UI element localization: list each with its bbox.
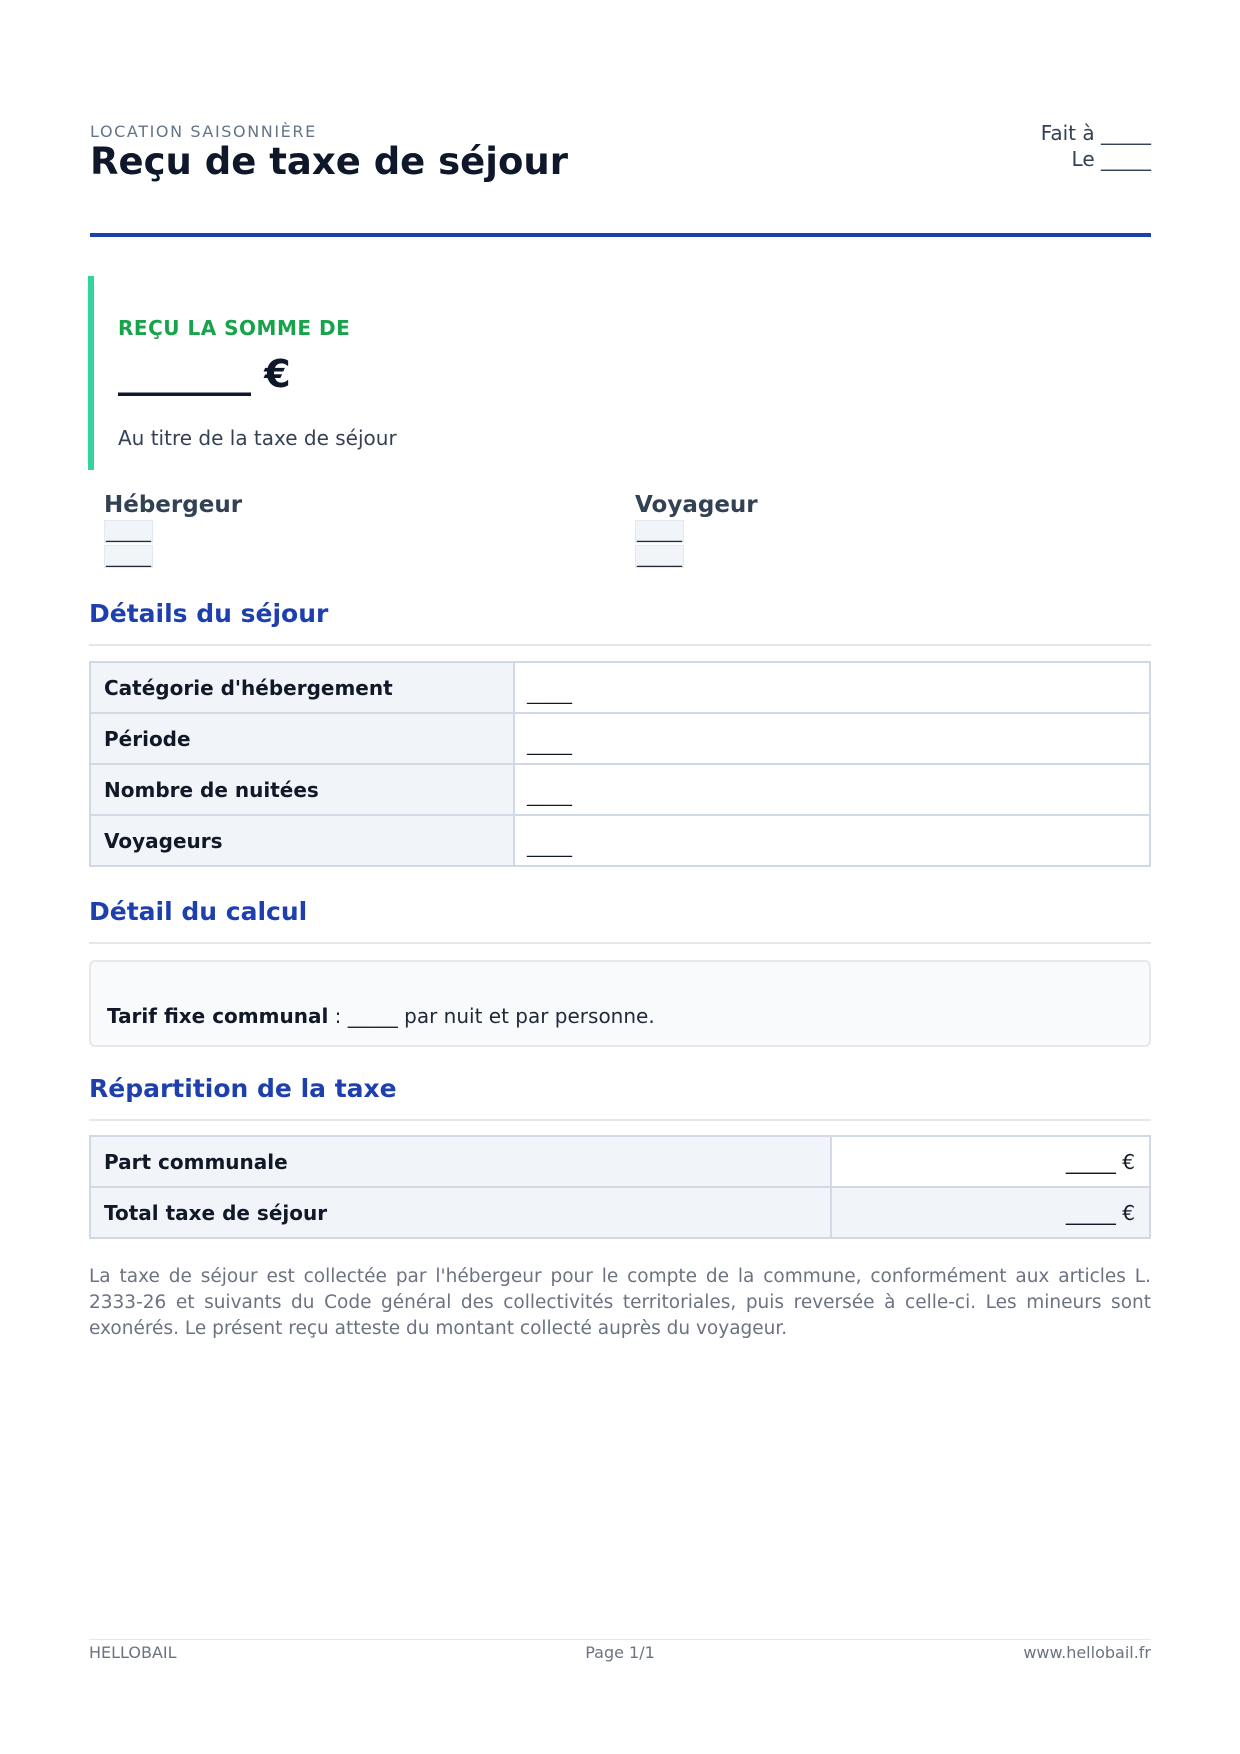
- row-label: Catégorie d'hébergement: [90, 662, 514, 713]
- guest-block: [635, 492, 1035, 568]
- calculation-box: [89, 960, 1151, 1047]
- table-row: [90, 815, 1150, 866]
- document-header: [90, 118, 1151, 238]
- table-row: [90, 662, 1150, 713]
- row-value[interactable]: _____: [514, 815, 1150, 866]
- amount-received-box: [88, 276, 788, 470]
- footer-page-number: Page 1/1: [585, 1643, 655, 1662]
- date-field: Le _____: [1071, 147, 1151, 171]
- host-address-field[interactable]: _____: [106, 547, 151, 568]
- calculation-divider: [89, 942, 1151, 944]
- header-divider: [90, 233, 1151, 237]
- host-block: [104, 492, 504, 568]
- footer-website[interactable]: www.hellobail.fr: [1023, 1643, 1151, 1662]
- document-category: LOCATION SAISONNIÈRE: [90, 122, 317, 141]
- amount-label: REÇU LA SOMME DE: [118, 316, 351, 340]
- row-label: Période: [90, 713, 514, 764]
- host-title: Hébergeur: [104, 492, 243, 518]
- footer-brand: HELLOBAIL: [89, 1643, 177, 1662]
- breakdown-divider: [89, 1119, 1151, 1121]
- rate-label: Tarif fixe communal: [107, 1004, 329, 1028]
- row-value[interactable]: _____ €: [831, 1136, 1150, 1187]
- document-title: Reçu de taxe de séjour: [90, 140, 568, 183]
- table-row: [90, 713, 1150, 764]
- place-date-block: [1041, 120, 1151, 172]
- rate-line: [107, 1004, 655, 1028]
- legal-notice: La taxe de séjour est collectée par l'hébergeur pour le compte de la commune, conformément aux articles L. 2333-26 et suivants du Code général des collectivités territoriales, puis reversée à celle-ci. Les mineurs sont exonérés. Le présent reçu atteste du montant collecté auprès du voyageur.: [89, 1266, 1151, 1339]
- stay-details-table: [89, 661, 1151, 867]
- footer-divider: [89, 1639, 1151, 1640]
- row-value[interactable]: _____: [514, 662, 1150, 713]
- rate-text: : _____ par nuit et par personne.: [328, 1004, 655, 1028]
- stay-details-divider: [89, 644, 1151, 646]
- row-label: Nombre de nuitées: [90, 764, 514, 815]
- guest-title: Voyageur: [635, 492, 758, 518]
- host-name-field[interactable]: _____: [106, 522, 151, 543]
- row-label: Total taxe de séjour: [90, 1187, 831, 1238]
- calculation-heading: Détail du calcul: [89, 897, 308, 926]
- table-row: [90, 1187, 1150, 1238]
- breakdown-table: [89, 1135, 1151, 1239]
- place-field: Fait à _____: [1040, 121, 1151, 145]
- row-label: Voyageurs: [90, 815, 514, 866]
- stay-details-heading: Détails du séjour: [89, 599, 329, 628]
- amount-description: Au titre de la taxe de séjour: [118, 426, 397, 450]
- row-label: Part communale: [90, 1136, 831, 1187]
- guest-name-field[interactable]: _____: [637, 522, 682, 543]
- table-row: [90, 764, 1150, 815]
- breakdown-heading: Répartition de la taxe: [89, 1074, 397, 1103]
- row-value[interactable]: _____: [514, 764, 1150, 815]
- table-row: [90, 1136, 1150, 1187]
- row-value[interactable]: _____: [514, 713, 1150, 764]
- amount-value: _______ €: [118, 352, 291, 396]
- guest-address-field[interactable]: _____: [637, 547, 682, 568]
- row-value[interactable]: _____ €: [831, 1187, 1150, 1238]
